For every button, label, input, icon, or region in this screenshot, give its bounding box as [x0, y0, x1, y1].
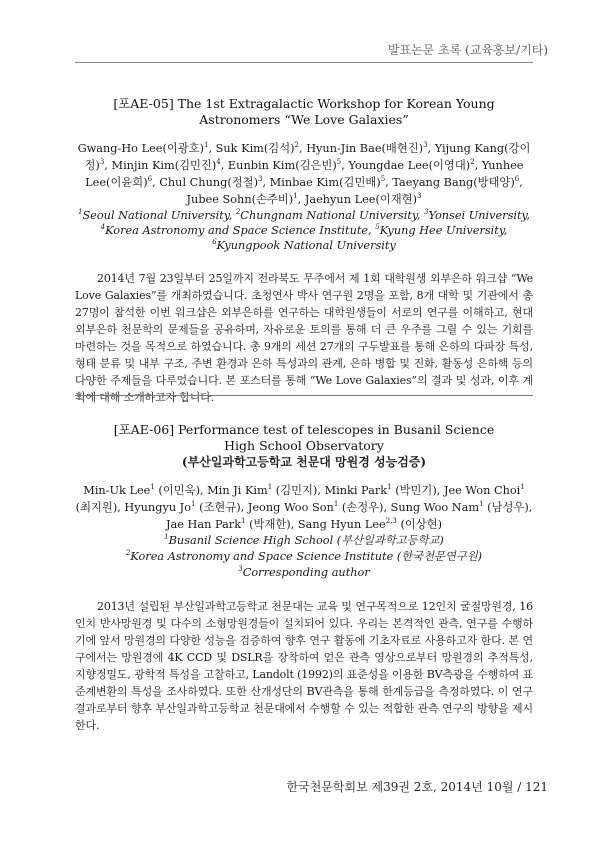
author-affil-mark: 1 — [204, 141, 209, 150]
author-name-korean: (남성우) — [487, 501, 529, 514]
paper-section-ae05 — [75, 96, 533, 406]
author-name: Yunhee Lee(이윤희) — [85, 159, 524, 189]
author-affil-mark: 1 — [150, 483, 155, 492]
author-name: Suk Kim(김석) — [215, 142, 295, 155]
paper-title-line2: High School Observatory — [224, 438, 384, 453]
author-affil-mark: 1 — [241, 517, 246, 526]
affil-name: Corresponding author — [242, 566, 370, 579]
affil-name: Korea Astronomy and Space Science Institute, — [105, 224, 372, 237]
paper-section-ae06 — [75, 422, 533, 734]
affil-mark: 3 — [238, 565, 243, 574]
author-affil-mark: 1 — [520, 483, 525, 492]
author-name: Minki Park — [324, 484, 388, 497]
abstract-text: 2014년 7월 23일부터 25일까지 전라북도 무주에서 제 1회 대학원생 외부은하 워크샵 “We Love Galaxies”를 개최하였습니다. 초청연사 박사 연구원 2명을 포함, 8개 대학 및 기관에서 총 27명이 참석한 이번 워크샵은 외부은하를 연구하는 대학원생들이 서로의 연구를 이해하고, 현대 외부은하 천문학의 문제들을 공유하며, 자유로운 토의를 통해 더 큰 우주를 그릴 수 있는 기회를 마련하는 것을 목적으로 하였습니다. 총 9개의 세션 27개의 구두발표를 통해 은하의 다파장 특성, 형태 분류 및 내부 구조, 주변 환경과 은하 특성과의 관계, 은하 병합 및 진화, 활동성 은하핵 등의 다양한 주제들을 다루었습니다. 본 포스터를 통해 “We Love Galaxies”의 결과 및 성과, 이후 계획에 대해 소개하고자 합니다. — [75, 272, 533, 404]
author-name-korean: (조현규) — [199, 501, 241, 514]
affil-mark: 2 — [235, 208, 241, 217]
paper-title: [포AE-05] The 1st Extragalactic Workshop for Korean Young Astronomers “We Love Galaxies” — [113, 96, 495, 127]
author-affil-mark: 4 — [216, 158, 221, 167]
author-name-korean: (최지원) — [75, 501, 118, 514]
author-name: Minjin Kim(김민진) — [111, 159, 217, 172]
author-name: Sung Woo Nam — [390, 501, 480, 514]
affil-mark: 1 — [77, 208, 83, 217]
author-affil-mark: 3 — [258, 175, 263, 184]
author-name: Jee Won Choi — [443, 484, 521, 497]
author-name: Youngdae Lee(이영대) — [348, 159, 471, 172]
author-name: Jeong Woo Son — [247, 501, 334, 514]
author-affil-mark: 6 — [514, 175, 520, 184]
affil-mark: 4 — [100, 223, 106, 232]
author-affil-mark: 3 — [99, 158, 105, 167]
author-affil-mark: 1 — [267, 483, 273, 492]
author-affil-mark: 6 — [147, 175, 153, 184]
affil-line — [75, 533, 533, 549]
author-name-korean: (이민욱) — [158, 484, 200, 497]
author-name: Jae Han Park — [165, 518, 242, 531]
affil-name: Yonsei University, — [428, 209, 531, 222]
affil-name: Korea Astronomy and Space Science Institute (한국천문연구원) — [130, 550, 483, 563]
section-divider — [75, 395, 533, 396]
affil-mark: 2 — [125, 549, 131, 558]
author-affil-mark: 2 — [294, 141, 299, 150]
paper-title-korean: (부산일과학고등학교 천문대 망원경 성능검증) — [181, 455, 427, 469]
affil-mark: 3 — [424, 208, 429, 217]
running-head: 발표논문 초록 (교육홍보/기타) — [387, 43, 548, 57]
affiliation-list — [75, 533, 533, 581]
author-name: Jubee Sohn(손주비) — [186, 193, 294, 206]
author-name: Hyungyu Jo — [124, 501, 192, 514]
author-name: Hyun-Jin Bae(배현진) — [306, 142, 424, 155]
affil-line — [75, 565, 533, 581]
author-name-korean: (박재한) — [249, 518, 291, 531]
author-name-korean: (이상현) — [400, 518, 442, 531]
author-affil-mark: 1 — [387, 483, 392, 492]
author-name: Taeyang Bang(방태양) — [392, 176, 515, 189]
author-affil-mark: 3 — [423, 141, 428, 150]
author-name: Gwang-Ho Lee(이광호) — [77, 142, 205, 155]
author-name: Min-Uk Lee — [83, 484, 151, 497]
abstract-text: 2013년 설립된 부산일과학고등학교 천문대는 교육 및 연구목적으로 12인치 굴절망원경, 16인치 반사망원경 및 다수의 소형망원경들이 설치되어 있다. 우리는 본격적인 관측, 연구를 수행하기에 앞서 망원경의 다양한 성능을 검증하여 향후 연구 활동에 기초자료로 사용하고자 한다. 본 연구에서는 망원경에 4K CCD 및 DSLR을 장착하여 얻은 관측 영상으로부터 망원경의 추적특성, 지향정밀도, 광학적 특성을 고찰하고, Landolt (1992)의 표준성을 이용한 BV측광을 수행하여 표준계변환의 특성을 조사하였다. 또한 산개성단의 BV관측을 통해 한계등급을 측정하였다. 이 연구결과로부터 향후 부산일과학고등학교 천문대에서 수행할 수 있는 적합한 관측 연구의 방향을 제시한다. — [75, 600, 533, 732]
affil-name: Chungnam National University, — [240, 209, 421, 222]
page-footer: 한국천문학회보 제39권 2호, 2014년 10월 / 121 — [286, 780, 548, 794]
author-affil-mark: 2,3 — [385, 517, 397, 526]
author-affil-mark: 1 — [191, 500, 196, 509]
author-name: Minbae Kim(김민배) — [269, 176, 381, 189]
affil-mark: 5 — [375, 223, 380, 232]
author-name: Chul Chung(정철) — [159, 176, 259, 189]
author-affil-mark: 5 — [336, 158, 342, 167]
affil-name: Kyungpook National University — [216, 239, 396, 252]
affil-name: Kyung Hee University, — [379, 224, 508, 237]
author-name: Eunbin Kim(김은빈) — [227, 159, 337, 172]
affil-name: Busanil Science High School (부산일과학고등학교) — [168, 534, 444, 547]
author-affil-mark: 5 — [380, 175, 386, 184]
author-name: Min Ji Kim — [207, 484, 268, 497]
author-name-korean: (김민지) — [275, 484, 318, 497]
affil-mark: 6 — [212, 238, 217, 247]
author-affil-mark: 2 — [470, 158, 475, 167]
header-rule — [75, 62, 533, 63]
author-name: Jaehyun Lee(이재현) — [304, 193, 418, 206]
author-list: Min-Uk Lee$^1$ (이민욱), Min Ji Kim$^1$ (김민지), Minki Park$^1$ (박민기), Jee Won Choi$^1$ (최지원), Hyungyu Jo$^1$ (조현규), Jeong Woo Son$^1$ (손정우), Sung Woo Nam$^1$ (남성우), Jae Han Park$^1$ (박재한), Sang Hyun Lee$^{2,3}$ (이상현) — [75, 483, 533, 531]
author-affil-mark: 1 — [293, 192, 298, 201]
author-name: Yijung Kang(강이정) — [84, 142, 531, 172]
author-affil-mark: 1 — [479, 500, 484, 509]
author-affil-mark: 3 — [417, 192, 422, 201]
author-name: Sang Hyun Lee — [297, 518, 386, 531]
author-list: Gwang-Ho Lee(이광호)$^1$, Suk Kim(김석)$^2$, Hyun-Jin Bae(배현진)$^3$, Yijung Kang(강이정)$^3$, Minjin Kim(김민진)$^4$, Eunbin Kim(김은빈)$^5$, Youngdae Lee(이영대)$^2$, Yunhee Lee(이윤희)$^6$, Chul Chung(정철)$^3$, Minbae Kim(김민배)$^5$, Taeyang Bang(방태양)$^6$, Jubee Sohn(손주비)$^1$, Jaehyun Lee(이재현)$^3$ — [77, 141, 531, 206]
affil-mark: 1 — [164, 533, 169, 542]
author-name-korean: (박민기) — [395, 484, 437, 497]
author-affil-mark: 1 — [333, 500, 339, 509]
affil-line — [75, 549, 533, 565]
author-name-korean: (손정우) — [341, 501, 384, 514]
paper-title-line1: [포AE-06] Performance test of telescopes in Busanil Science — [113, 422, 495, 437]
affil-name: Seoul National University, — [82, 209, 233, 222]
affiliation-list — [75, 208, 533, 253]
